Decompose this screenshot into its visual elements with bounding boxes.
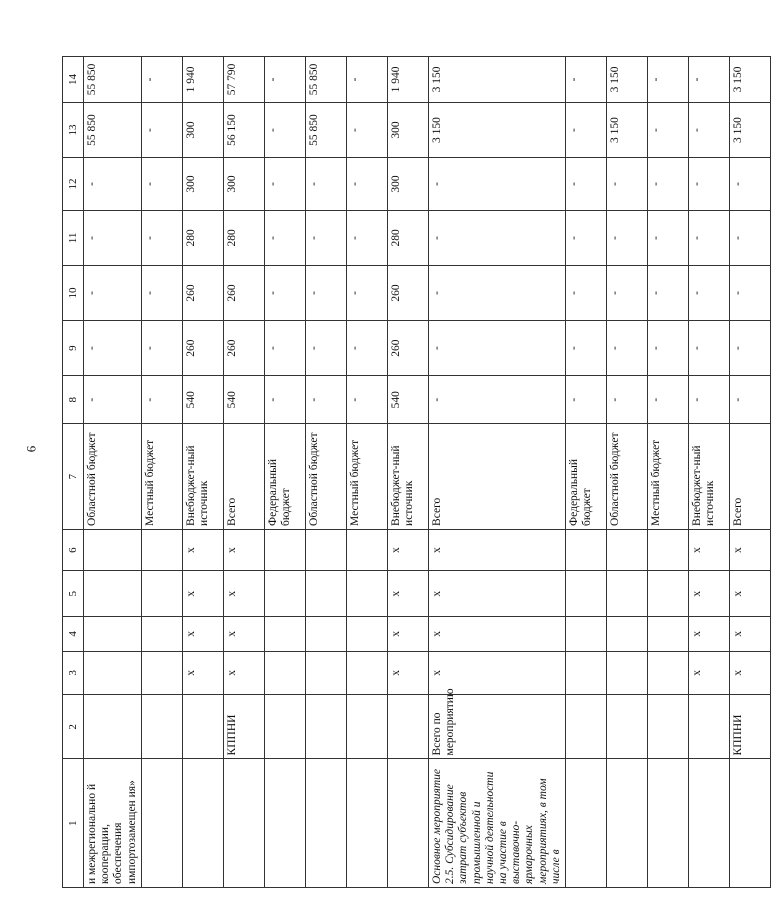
header-row (63, 57, 84, 888)
table-cell: - (607, 376, 648, 424)
table-cell: - (607, 265, 648, 320)
column-header: 11 (63, 210, 84, 265)
table-row (346, 57, 387, 888)
column-header: 2 (63, 695, 84, 759)
column-header: 10 (63, 265, 84, 320)
table-cell: x (730, 529, 771, 570)
table-cell: x (182, 651, 223, 695)
table-cell: - (305, 210, 346, 265)
table-cell (607, 617, 648, 651)
table-cell: 3 150 (607, 57, 648, 103)
table-cell (566, 529, 607, 570)
table-cell: Всего (730, 424, 771, 530)
table-row (648, 57, 689, 888)
table-cell: - (648, 158, 689, 211)
table-cell: 300 (387, 102, 428, 157)
table-cell: - (689, 57, 730, 103)
table-cell (84, 617, 142, 651)
table-cell: - (648, 321, 689, 376)
table-cell: - (141, 321, 182, 376)
table-cell: - (689, 158, 730, 211)
column-header: 4 (63, 617, 84, 651)
table-row (689, 57, 730, 888)
table-cell: - (730, 210, 771, 265)
table-cell (566, 617, 607, 651)
table-cell: 300 (223, 158, 264, 211)
table-cell: x (730, 617, 771, 651)
table-cell: - (141, 57, 182, 103)
table-cell: - (648, 210, 689, 265)
table-cell (84, 529, 142, 570)
table-cell: - (141, 376, 182, 424)
table-cell: Федеральный бюджет (566, 424, 607, 530)
table-cell: 540 (182, 376, 223, 424)
table-cell: x (182, 571, 223, 617)
table-cell: - (730, 376, 771, 424)
table-cell: 260 (387, 265, 428, 320)
table-cell (387, 759, 428, 888)
table-row (730, 57, 771, 888)
table-cell: Местный бюджет (648, 424, 689, 530)
table-cell: x (428, 529, 565, 570)
table-cell: - (264, 265, 305, 320)
table-cell: x (689, 529, 730, 570)
table-row (566, 57, 607, 888)
table-cell: - (566, 57, 607, 103)
table-row (141, 57, 182, 888)
column-header: 5 (63, 571, 84, 617)
table-cell (648, 529, 689, 570)
table-cell: 1 940 (387, 57, 428, 103)
table-cell: x (223, 651, 264, 695)
table-cell: - (566, 102, 607, 157)
table-cell: - (346, 102, 387, 157)
table-cell (84, 651, 142, 695)
table-cell: - (428, 158, 565, 211)
table-cell (607, 571, 648, 617)
table-cell: - (305, 265, 346, 320)
table-cell (607, 651, 648, 695)
table-cell: - (730, 158, 771, 211)
table-cell: 540 (387, 376, 428, 424)
table-cell: x (182, 617, 223, 651)
table-cell: - (648, 376, 689, 424)
table-cell (264, 571, 305, 617)
table-cell: - (648, 57, 689, 103)
table-cell: - (689, 321, 730, 376)
column-header: 12 (63, 158, 84, 211)
table-cell: - (84, 158, 142, 211)
table-cell: 260 (182, 321, 223, 376)
column-header: 1 (63, 759, 84, 888)
table-cell: 300 (387, 158, 428, 211)
table-cell (346, 695, 387, 759)
table-cell: x (428, 651, 565, 695)
table-row (223, 57, 264, 888)
table-cell: - (607, 321, 648, 376)
table-cell: Областной бюджет (84, 424, 142, 530)
table-cell (305, 759, 346, 888)
table-cell: x (689, 617, 730, 651)
table-cell (264, 617, 305, 651)
table-row (607, 57, 648, 888)
table-cell: - (84, 376, 142, 424)
table-cell: - (305, 158, 346, 211)
table-cell: - (689, 210, 730, 265)
table-cell (305, 651, 346, 695)
table-cell: 300 (182, 102, 223, 157)
table-cell: - (689, 102, 730, 157)
table-cell: - (566, 158, 607, 211)
table-cell (305, 571, 346, 617)
rotated-table-sheet (62, 56, 745, 888)
table-cell (387, 695, 428, 759)
table-cell: 280 (387, 210, 428, 265)
table-cell: Местный бюджет (141, 424, 182, 530)
table-cell: 3 150 (730, 57, 771, 103)
table-cell (607, 529, 648, 570)
table-cell: - (428, 321, 565, 376)
table-cell: - (305, 321, 346, 376)
table-cell (84, 571, 142, 617)
column-header: 3 (63, 651, 84, 695)
column-header: 6 (63, 529, 84, 570)
table-cell (607, 759, 648, 888)
table-cell: - (607, 158, 648, 211)
table-cell: 57 790 (223, 57, 264, 103)
table-cell: - (346, 158, 387, 211)
table-cell: - (346, 321, 387, 376)
table-cell (346, 571, 387, 617)
table-cell: - (346, 376, 387, 424)
table-cell: 3 150 (730, 102, 771, 157)
table-cell: Местный бюджет (346, 424, 387, 530)
table-cell: - (566, 265, 607, 320)
table-cell (648, 617, 689, 651)
table-cell: Федеральный бюджет (264, 424, 305, 530)
table-cell (607, 695, 648, 759)
column-header: 9 (63, 321, 84, 376)
table-row (387, 57, 428, 888)
table-row (84, 57, 142, 888)
table-cell (264, 529, 305, 570)
table-cell: - (141, 158, 182, 211)
table-cell (648, 695, 689, 759)
table-cell: 1 940 (182, 57, 223, 103)
table-cell (566, 651, 607, 695)
table-cell: - (141, 210, 182, 265)
table-cell: 3 150 (428, 57, 565, 103)
table-cell: - (730, 265, 771, 320)
table-cell (223, 759, 264, 888)
table-cell: 55 850 (84, 57, 142, 103)
table-cell: 280 (223, 210, 264, 265)
table-cell: 280 (182, 210, 223, 265)
table-cell (566, 695, 607, 759)
table-cell: Всего по мероприятию (428, 695, 565, 759)
table-cell: и межрегионально й кооперации, обеспечения импортозамещен ия» (84, 759, 142, 888)
table-cell (689, 759, 730, 888)
table-cell: - (305, 376, 346, 424)
table-cell: 56 150 (223, 102, 264, 157)
table-cell: 55 850 (305, 57, 346, 103)
table-cell: x (428, 571, 565, 617)
table-cell (566, 759, 607, 888)
table-cell: 3 150 (428, 102, 565, 157)
table-cell: x (730, 651, 771, 695)
table-cell: - (566, 210, 607, 265)
table-cell: Областной бюджет (305, 424, 346, 530)
table-cell (264, 759, 305, 888)
column-header: 13 (63, 102, 84, 157)
table-cell: Областной бюджет (607, 424, 648, 530)
table-row (428, 57, 565, 888)
table-cell: - (428, 265, 565, 320)
table-cell: 260 (387, 321, 428, 376)
table-cell: - (428, 210, 565, 265)
table-cell: 55 850 (84, 102, 142, 157)
table-cell: 300 (182, 158, 223, 211)
table-cell: КППНИ (730, 695, 771, 759)
table-cell: - (84, 321, 142, 376)
table-cell: - (84, 265, 142, 320)
table-cell (305, 695, 346, 759)
table-cell (264, 695, 305, 759)
table-cell (730, 759, 771, 888)
table-cell (141, 571, 182, 617)
table-cell: - (689, 376, 730, 424)
table-cell: - (730, 321, 771, 376)
table-cell (141, 529, 182, 570)
table-cell (648, 651, 689, 695)
table-cell: x (182, 529, 223, 570)
table-cell (648, 759, 689, 888)
table-row (305, 57, 346, 888)
table-cell (141, 695, 182, 759)
column-header: 14 (63, 57, 84, 103)
table-cell: x (387, 651, 428, 695)
table-cell: 540 (223, 376, 264, 424)
table-row (264, 57, 305, 888)
page-number: 6 (23, 445, 39, 453)
table-cell: 3 150 (607, 102, 648, 157)
table-cell: Внебюджет-ный источник (689, 424, 730, 530)
column-header: 7 (63, 424, 84, 530)
table-cell: x (387, 529, 428, 570)
funding-table (62, 56, 771, 888)
table-cell: - (648, 102, 689, 157)
table-cell (346, 529, 387, 570)
table-cell: - (84, 210, 142, 265)
table-cell: Основное мероприятие 2.5. Субсидирование затрат субъектов промышленной и научной деятельности на участие в выставочно-ярмарочных мероприятиях, в том числе в (428, 759, 565, 888)
table-cell: x (223, 617, 264, 651)
table-cell: x (387, 617, 428, 651)
table-cell (264, 651, 305, 695)
table-cell (346, 759, 387, 888)
table-cell: - (264, 376, 305, 424)
table-cell: - (346, 210, 387, 265)
table-cell (141, 759, 182, 888)
column-header: 8 (63, 376, 84, 424)
table-cell (346, 651, 387, 695)
table-cell (305, 529, 346, 570)
table-cell: - (141, 265, 182, 320)
table-cell: - (648, 265, 689, 320)
table-cell: 260 (223, 265, 264, 320)
table-cell (182, 695, 223, 759)
table-cell (305, 617, 346, 651)
table-cell: - (264, 57, 305, 103)
table-cell: КППНИ (223, 695, 264, 759)
table-row (182, 57, 223, 888)
table-cell (84, 695, 142, 759)
table-cell: x (689, 571, 730, 617)
table-cell: Внебюджет-ный источник (387, 424, 428, 530)
table-cell: Всего (428, 424, 565, 530)
table-cell: - (566, 376, 607, 424)
table-cell: - (428, 376, 565, 424)
table-cell (141, 651, 182, 695)
table-cell: - (264, 102, 305, 157)
table-cell (648, 571, 689, 617)
table-cell (566, 571, 607, 617)
table-cell (182, 759, 223, 888)
table-cell: 260 (223, 321, 264, 376)
table-cell: - (264, 321, 305, 376)
table-cell: 260 (182, 265, 223, 320)
table-cell: x (223, 529, 264, 570)
table-cell: - (346, 265, 387, 320)
table-cell: x (223, 571, 264, 617)
table-cell: - (346, 57, 387, 103)
table-cell: - (264, 158, 305, 211)
table-cell (346, 617, 387, 651)
table-cell: - (689, 265, 730, 320)
table-body (63, 57, 771, 888)
table-cell (689, 695, 730, 759)
table-cell: Внебюджет-ный источник (182, 424, 223, 530)
table-cell: x (730, 571, 771, 617)
table-cell: 55 850 (305, 102, 346, 157)
table-cell: - (141, 102, 182, 157)
table-cell: x (428, 617, 565, 651)
table-cell: x (689, 651, 730, 695)
table-cell: - (566, 321, 607, 376)
table-cell: - (264, 210, 305, 265)
table-cell: Всего (223, 424, 264, 530)
table-cell (141, 617, 182, 651)
table-cell: - (607, 210, 648, 265)
table-cell: x (387, 571, 428, 617)
